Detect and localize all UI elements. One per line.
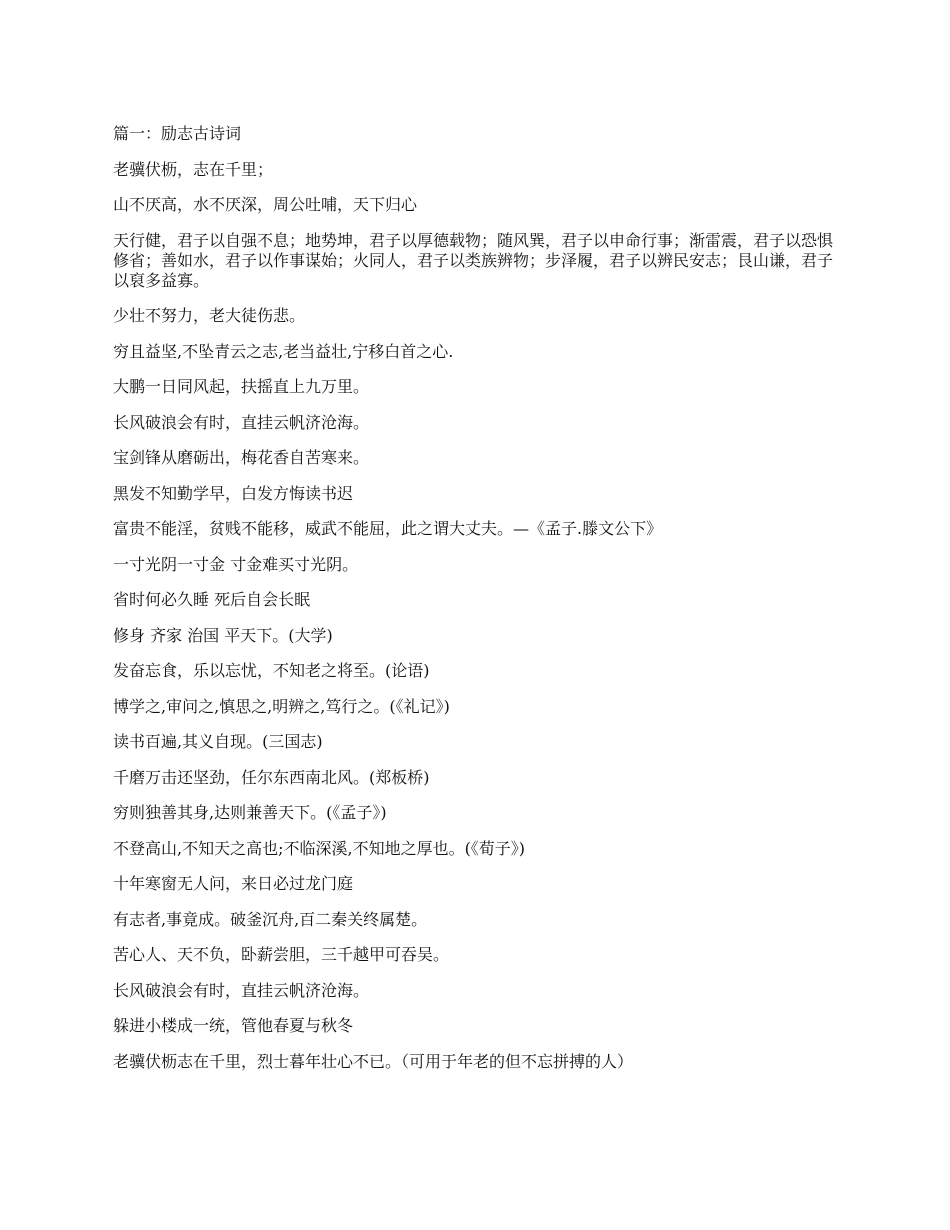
text-line: 富贵不能淫，贫贱不能移，威武不能屈，此之谓大丈夫。—《孟子.滕文公下》	[113, 519, 663, 538]
text-line: 长风破浪会有时，直挂云帆济沧海。	[113, 412, 370, 432]
text-line: 穷且益坚,不坠青云之志,老当益壮,宁移白首之心.	[113, 341, 454, 361]
text-line: 不登高山,不知天之高也;不临深溪,不知地之厚也。(《荀子》)	[113, 838, 526, 858]
text-line: 发奋忘食，乐以忘忧，不知老之将至。(论语)	[113, 661, 430, 680]
text-line: 老骥伏枥，志在千里；	[113, 159, 274, 179]
document-body	[113, 124, 843, 1087]
text-line: 苦心人、天不负，卧薪尝胆，三千越甲可吞吴。	[113, 945, 450, 964]
text-line: 长风破浪会有时，直挂云帆济沧海。	[113, 980, 370, 1000]
text-line: 修身 齐家 治国 平天下。(大学)	[113, 625, 333, 645]
text-line: 千磨万击还坚劲，任尔东西南北风。(郑板桥)	[113, 767, 430, 787]
text-line: 躲进小楼成一统，管他春夏与秋冬	[113, 1016, 354, 1035]
text-line: 穷则独善其身,达则兼善天下。(《孟子》)	[113, 803, 387, 822]
text-line: 老骥伏枥志在千里，烈士暮年壮心不已。（可用于年老的但不忘拼搏的人）	[113, 1051, 634, 1071]
text-line: 十年寒窗无人问，来日必过龙门庭	[113, 874, 354, 893]
text-line: 有志者,事竟成。破釜沉舟,百二秦关终属楚。	[113, 909, 428, 929]
text-line: 山不厌高，水不厌深，周公吐哺，天下归心	[113, 195, 418, 214]
text-line: 黑发不知勤学早，白发方悔读书迟	[113, 483, 354, 503]
text-line: 宝剑锋从磨砺出，梅花香自苦寒来。	[113, 448, 370, 467]
text-line: 博学之,审问之,慎思之,明辨之,笃行之。(《礼记》)	[113, 696, 450, 716]
text-line: 省时何必久睡 死后自会长眠	[113, 590, 311, 609]
text-line: 大鹏一日同风起，扶摇直上九万里。	[113, 377, 370, 396]
text-paragraph: 天行健，君子以自强不息；地势坤，君子以厚德载物；随风巽，君子以申命行事；渐雷震，君子以恐惧修省；善如水，君子以作事谋始；火同人，君子以类族辨物；步泽履，君子以辨民安志；艮山谦，君子以裒多益寡。	[113, 230, 834, 290]
heading-line: 篇一：励志古诗词	[113, 124, 242, 143]
text-line: 一寸光阴一寸金 寸金难买寸光阴。	[113, 554, 359, 574]
text-line: 读书百遍,其义自现。(三国志)	[113, 732, 323, 751]
text-line: 少壮不努力，老大徒伤悲。	[113, 306, 306, 325]
